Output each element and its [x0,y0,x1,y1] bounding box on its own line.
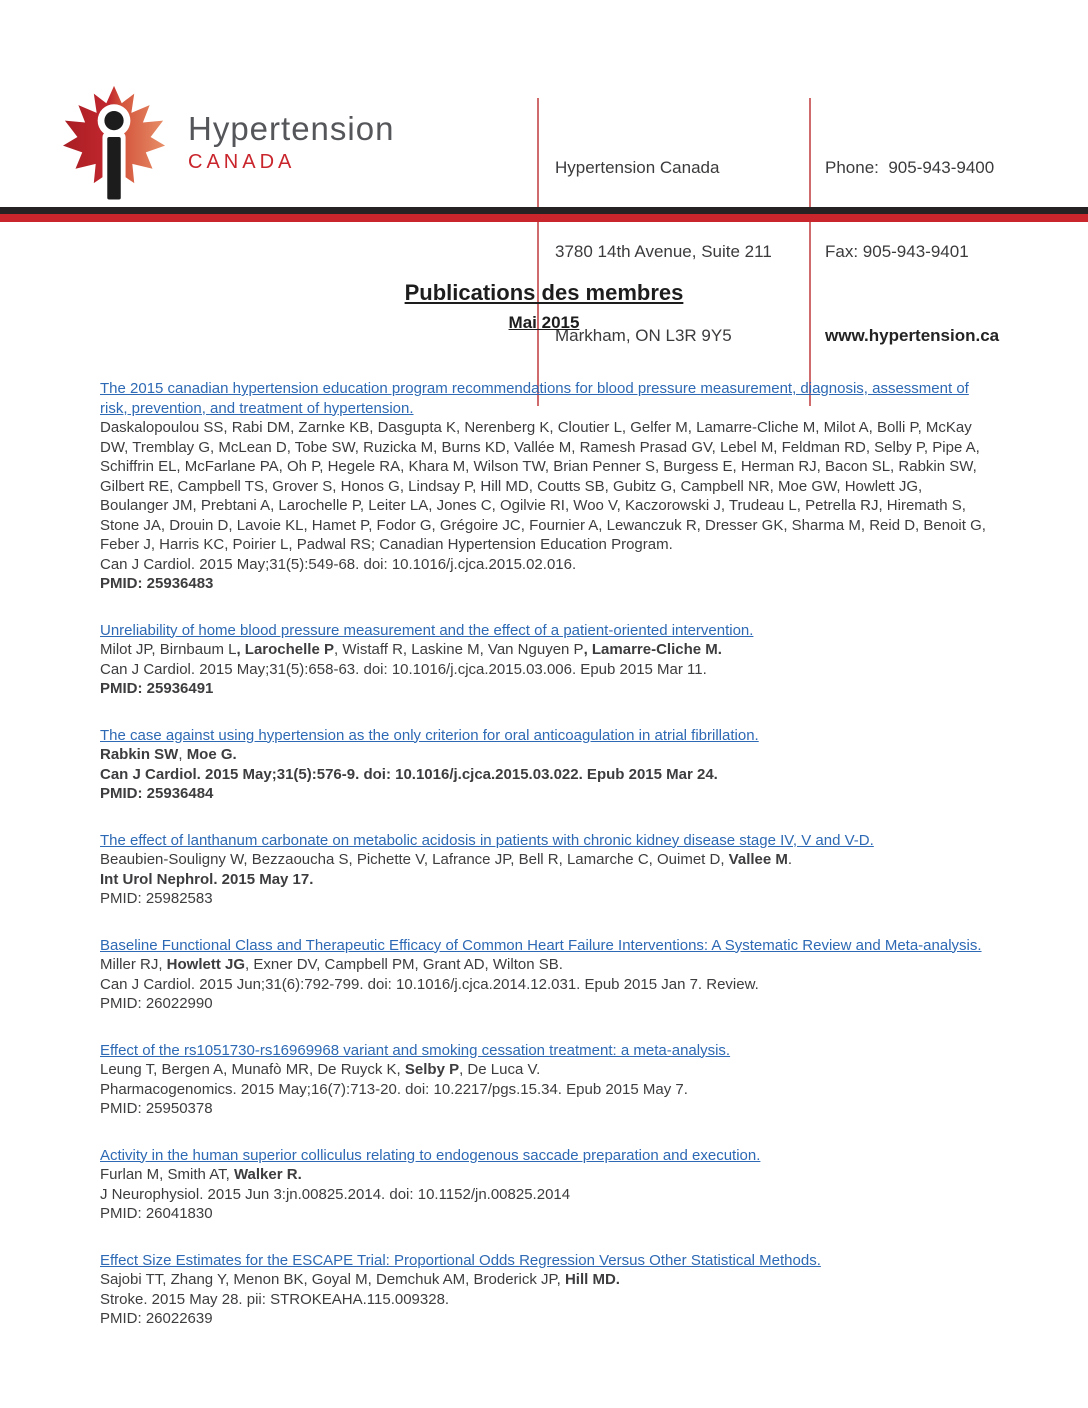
publication-entry [100,621,988,699]
publication-authors [100,418,988,555]
publication-title [100,1041,988,1061]
publication-authors [100,955,988,975]
publication-title-link[interactable]: Effect of the rs1051730-rs16969968 variant and smoking cessation treatment: a meta-analysis. [100,1041,731,1059]
publication-citation: J Neurophysiol. 2015 Jun 3:jn.00825.2014. doi: 10.1152/jn.00825.2014 [100,1185,571,1203]
publication-entry [100,726,988,804]
street-address: 3780 14th Avenue, Suite 211 [555,242,772,261]
city-address: Markham, ON L3R 9Y5 [555,326,732,345]
author-member-name: Selby P [404,1061,460,1078]
logo-country-text: CANADA [188,151,296,173]
publication-citation: Can J Cardiol. 2015 May;31(5):549-68. doi: 10.1016/j.cjca.2015.02.016. [100,555,577,573]
publication-title-link[interactable]: The case against using hypertension as the only criterion for oral anticoagulation in atrial fibrillation. [100,726,759,744]
publication-citation: Can J Cardiol. 2015 May;31(5):658-63. doi: 10.1016/j.cjca.2015.03.006. Epub 2015 Mar 11. [100,660,707,678]
page-subtitle: Mai 2015 [508,313,580,332]
page-title: Publications des membres [404,280,684,305]
phone-number: Phone: 905-943-9400 [825,158,995,177]
publication-title [100,621,988,641]
publication-authors [100,640,988,660]
publication-authors [100,1165,988,1185]
publication-title [100,1146,988,1166]
author-names: Leung T, Bergen A, Munafò MR, De Ruyck K, [100,1061,405,1078]
author-names: . [787,851,793,868]
publication-pmid: PMID: 25950378 [100,1100,213,1117]
publication-title [100,936,988,956]
publication-title-link[interactable]: Baseline Functional Class and Therapeutic Efficacy of Common Heart Failure Interventions: A Systematic Review and Meta-analysis. [100,936,982,954]
publications-list [0,379,1088,1329]
separator-band-black [0,207,1088,214]
publication-title-link[interactable]: Effect Size Estimates for the ESCAPE Trial: Proportional Odds Regression Versus Other Statistical Methods. [100,1251,821,1269]
logo-brand-text: Hypertension [188,110,395,147]
publication-pmid: PMID: 25936491 [100,680,214,697]
publication-citation: Pharmacogenomics. 2015 May;16(7):713-20. doi: 10.2217/pgs.15.34. Epub 2015 May 7. [100,1080,688,1098]
publication-pmid: PMID: 25982583 [100,890,213,907]
publication-citation: Int Urol Nephrol. 2015 May 17. [100,870,314,888]
publication-citation: Stroke. 2015 May 28. pii: STROKEAHA.115.009328. [100,1290,450,1308]
publication-entry [100,1041,988,1119]
author-member-name: Walker R. [233,1166,302,1183]
publication-pmid: PMID: 25936483 [100,575,214,592]
publication-title-link[interactable]: The 2015 canadian hypertension education program recommendations for blood pressure measurement, diagnosis, assessment of risk, prevention, and treatment of hypertension. [100,380,969,417]
separator-band-red [0,214,1088,222]
website-url: www.hypertension.ca [825,326,1000,345]
publication-entry [100,936,988,1014]
author-names: Daskalopoulou SS, Rabi DM, Zarnke KB, Dasgupta K, Nerenberg K, Cloutier L, Gelfer M, Lamarre-Cliche M, Milot A, Bolli P, McKay DW, Tremblay G, McLean D, Tobe SW, Ruzicka M, Burns KD, Vallée M, Ramesh Prasad GV, Lebel M, Feldman RD, Selby P, Pipe A, Schiffrin EL, McFarlane PA, Oh P, Hegele RA, Khara M, Wilson TW, Brian Penner S, Burgess E, Herman RJ, Bacon SL, Rabkin SW, Gilbert RE, Campbell TS, Grover S, Honos G, Lindsay P, Hill MD, Coutts SB, Gubitz G, Campbell NR, Moe GW, Howlett JG, Boulanger JM, Prebtani A, Larochelle P, Leiter LA, Jones C, Ogilvie RI, Woo V, Kaczorowski J, Trudeau L, Petrella RJ, Hiremath S, Stone JA, Drouin D, Lavoie KL, Hamet P, Fodor G, Grégoire JC, Fournier A, Lewanczuk R, Dresser GK, Sharma M, Reid D, Benoit G, Feber J, Harris KC, Poirier L, Padwal RS; Canadian Hypertension Education Program. [100,419,986,553]
author-member-name: Howlett JG [166,956,246,973]
publication-citation: Can J Cardiol. 2015 Jun;31(6):792-799. doi: 10.1016/j.cjca.2014.12.031. Epub 2015 Jan 7. Review. [100,975,759,993]
publication-title-link[interactable]: The effect of lanthanum carbonate on metabolic acidosis in patients with chronic kidney disease stage IV, V and V-D. [100,831,874,849]
separator-band [0,207,1088,222]
author-member-name: Rabkin SW [100,746,179,763]
publication-pmid: PMID: 26041830 [100,1205,213,1222]
author-member-name: Moe G. [186,746,237,763]
author-names: , Wistaff R, Laskine M, Van Nguyen P [334,641,584,658]
publication-title [100,831,988,851]
author-names: , Exner DV, Campbell PM, Grant AD, Wilton SB. [245,956,563,973]
author-member-name: , Lamarre-Cliche M. [583,641,722,658]
hypertension-canada-logo [57,84,394,214]
maple-leaf-person-icon [57,84,172,214]
author-names: Beaubien-Souligny W, Bezzaoucha S, Pichette V, Lafrance JP, Bell R, Lamarche C, Ouimet D, [100,851,729,868]
author-names: , [178,746,187,763]
publication-title-link[interactable]: Unreliability of home blood pressure measurement and the effect of a patient-oriented intervention. [100,621,754,639]
author-names: Sajobi TT, Zhang Y, Menon BK, Goyal M, Demchuk AM, Broderick JP, [100,1271,565,1288]
publication-pmid: PMID: 25936484 [100,785,214,802]
publication-pmid: PMID: 26022639 [100,1310,213,1327]
author-member-name: Hill MD. [564,1271,620,1288]
publication-entry [100,1251,988,1329]
publication-authors [100,745,988,765]
publication-authors [100,1270,988,1290]
publication-entry [100,379,988,594]
org-name: Hypertension Canada [555,158,720,177]
document-body [0,280,1088,1356]
author-names: , De Luca V. [459,1061,541,1078]
publication-title [100,379,988,418]
author-member-name: Vallee M [728,851,788,868]
fax-number: Fax: 905-943-9401 [825,242,969,261]
publication-title [100,726,988,746]
publication-citation: Can J Cardiol. 2015 May;31(5):576-9. doi: 10.1016/j.cjca.2015.03.022. Epub 2015 Mar 24. [100,765,718,783]
author-names: Milot JP, Birnbaum L [100,641,237,658]
author-member-name: , Larochelle P [236,641,334,658]
publication-pmid: PMID: 26022990 [100,995,213,1012]
logo-wordmark [188,110,394,214]
publication-authors [100,1060,988,1080]
publication-entry [100,1146,988,1224]
publication-authors [100,850,988,870]
publication-title-link[interactable]: Activity in the human superior colliculus relating to endogenous saccade preparation and execution. [100,1146,761,1164]
publication-title [100,1251,988,1271]
author-names: Furlan M, Smith AT, [100,1166,234,1183]
publication-entry [100,831,988,909]
author-names: Miller RJ, [100,956,167,973]
